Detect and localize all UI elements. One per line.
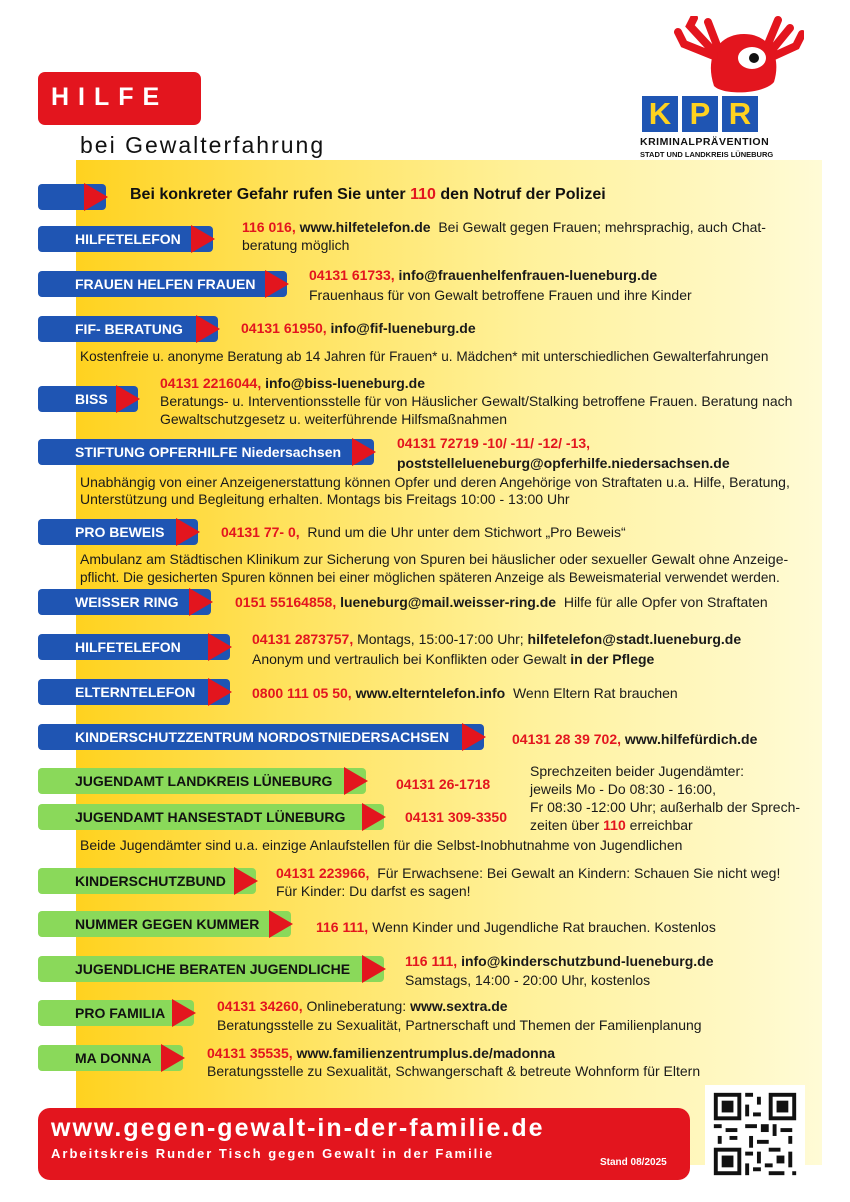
jugendamt-hours-3: Fr 08:30 -12:00 Uhr; außerhalb der Sprech- [530, 799, 801, 815]
jugendamt-both: Beide Jugendämter sind u.a. einzige Anlaufstellen für die Selbst-Inobhutnahme von Jugendlichen [80, 837, 683, 853]
btn-biss[interactable]: BISS [38, 386, 138, 412]
hilfetelefon-line2: beratung möglich [242, 237, 350, 253]
logo-line2: STADT UND LANDKREIS LÜNEBURG [640, 150, 774, 159]
probeweis-line1: 04131 77- 0, Rund um die Uhr unter dem Stichwort „Pro Beweis“ [221, 524, 626, 540]
biss-line3: Gewaltschutzgesetz u. weiterführende Hilfsmaßnahmen [160, 411, 508, 427]
kinderschutzzentrum-line1: 04131 28 39 702, www.hilfefürdich.de [512, 731, 758, 747]
btn-kinderschutzzentrum[interactable]: KINDERSCHUTZZENTRUM NORDOSTNIEDERSACHSEN [38, 724, 484, 750]
jugendamt-hours-1: Sprechzeiten beider Jugendämter: [530, 763, 745, 779]
emergency-marker [38, 184, 106, 210]
profamilia-line1: 04131 34260, Onlineberatung: www.sextra.de [217, 998, 508, 1014]
btn-fif-beratung[interactable]: FIF- BERATUNG [38, 316, 218, 342]
btn-weisser-ring[interactable]: WEISSER RING [38, 589, 211, 615]
btn-jugendliche-beraten[interactable]: JUGENDLICHE BERATEN JUGENDLICHE [38, 956, 384, 982]
probeweis-desc1: Ambulanz am Städtischen Klinikum zur Sicherung von Spuren bei häuslicher oder sexueller Gewalt ohne Anzeige- [80, 551, 789, 567]
jugendamt-hs-phone: 04131 309-3350 [405, 809, 507, 825]
hilfetelefon-line1: 116 016, www.hilfetelefon.de Bei Gewalt gegen Frauen; mehrsprachig, auch Chat- [242, 219, 766, 235]
logo-letter-p: P [682, 96, 718, 132]
probeweis-desc2: pflicht. Die gesicherten Spuren können bei einer möglichen späteren Anzeige als Beweismaterial verwendet werden. [80, 570, 780, 585]
profamilia-line2: Beratungsstelle zu Sexualität, Partnerschaft und Themen der Familienplanung [217, 1017, 702, 1033]
pflege-line2: Anonym und vertraulich bei Konflikten oder Gewalt in der Pflege [252, 651, 655, 667]
btn-jugendamt-landkreis[interactable]: JUGENDAMT LANDKREIS LÜNEBURG [38, 768, 366, 794]
madonna-line1: 04131 35535, www.familienzentrumplus.de/madonna [207, 1045, 556, 1061]
btn-stiftung-opferhilfe[interactable]: STIFTUNG OPFERHILFE Niedersachsen [38, 439, 374, 465]
kinderschutzbund-line1: 04131 223966, Für Erwachsene: Bei Gewalt an Kindern: Schauen Sie nicht weg! [276, 865, 781, 881]
hilfe-banner: HILFE [38, 72, 201, 125]
jugendamt-hours-2: jeweils Mo - Do 08:30 - 16:00, [530, 781, 716, 797]
stiftung-desc2: Unterstützung und Begleitung erhalten. Montags bis Freitags 10:00 - 13:00 Uhr [80, 491, 570, 507]
footer-stand: Stand 08/2025 [600, 1157, 667, 1168]
qr-code [705, 1085, 805, 1183]
jugendliche-line2: Samstags, 14:00 - 20:00 Uhr, kostenlos [405, 972, 651, 988]
stiftung-desc1: Unabhängig von einer Anzeigenerstattung können Opfer und deren Angehörige von Straftaten u.a. Hilfe, Beratung, [80, 474, 790, 490]
pflege-line1: 04131 2873757, Montags, 15:00-17:00 Uhr; hilfetelefon@stadt.lueneburg.de [252, 631, 742, 647]
btn-hilfetelefon-pflege[interactable]: HILFETELEFON [38, 634, 230, 660]
btn-jugendamt-hansestadt[interactable]: JUGENDAMT HANSESTADT LÜNEBURG [38, 804, 384, 830]
btn-elterntelefon[interactable]: ELTERNTELEFON [38, 679, 230, 705]
footer-url[interactable]: www.gegen-gewalt-in-der-familie.de [51, 1114, 545, 1142]
kummer-line1: 116 111, Wenn Kinder und Jugendliche Rat brauchen. Kostenlos [316, 919, 716, 935]
weisser-line1: 0151 55164858, lueneburg@mail.weisser-ring.de Hilfe für alle Opfer von Straftaten [235, 594, 768, 610]
stiftung-email: poststellelueneburg@opferhilfe.niedersachsen.de [397, 455, 730, 471]
btn-ma-donna[interactable]: MA DONNA [38, 1045, 183, 1071]
jugendliche-line1: 116 111, info@kinderschutzbund-lueneburg.de [405, 953, 714, 969]
kpr-logo [636, 16, 812, 166]
btn-nummer-gegen-kummer[interactable]: NUMMER GEGEN KUMMER [38, 911, 291, 937]
footer-banner [38, 1108, 690, 1180]
fif-line2: Kostenfreie u. anonyme Beratung ab 14 Jahren für Frauen* u. Mädchen* mit unterschiedlichen Gewalterfahrungen [80, 349, 769, 364]
biss-line2: Beratungs- u. Interventionsstelle für von Häuslicher Gewalt/Stalking betroffene Frauen. Beratung nach [160, 393, 793, 409]
logo-line1: KRIMINALPRÄVENTION [640, 136, 770, 148]
jugendamt-hours-4: zeiten über 110 erreichbar [530, 817, 693, 833]
frauen-line1: 04131 61733, info@frauenhelfenfrauen-lueneburg.de [309, 267, 658, 283]
madonna-line2: Beratungsstelle zu Sexualität, Schwangerschaft & betreute Wohnform für Eltern [207, 1063, 701, 1079]
page-subtitle: bei Gewalterfahrung [80, 132, 326, 158]
btn-pro-beweis[interactable]: PRO BEWEIS [38, 519, 198, 545]
kinderschutzbund-line2: Für Kinder: Du darfst es sagen! [276, 883, 471, 899]
qr-code-icon [705, 1085, 805, 1183]
frauen-line2: Frauenhaus für von Gewalt betroffene Frauen und ihre Kinder [309, 287, 692, 303]
btn-hilfetelefon[interactable]: HILFETELEFON [38, 226, 213, 252]
biss-line1: 04131 2216044, info@biss-lueneburg.de [160, 375, 425, 391]
logo-letter-k: K [642, 96, 678, 132]
eltern-line1: 0800 111 05 50, www.elterntelefon.info Wenn Eltern Rat brauchen [252, 685, 678, 701]
btn-pro-familia[interactable]: PRO FAMILIA [38, 1000, 194, 1026]
btn-kinderschutzbund[interactable]: KINDERSCHUTZBUND [38, 868, 256, 894]
btn-frauen-helfen-frauen[interactable]: FRAUEN HELFEN FRAUEN [38, 271, 287, 297]
logo-letter-r: R [722, 96, 758, 132]
emergency-text: Bei konkreter Gefahr rufen Sie unter 110 den Notruf der Polizei [130, 186, 606, 203]
footer-arbeitskreis: Arbeitskreis Runder Tisch gegen Gewalt in der Familie [51, 1146, 495, 1161]
mascot-icon [674, 16, 804, 94]
fif-line1: 04131 61950, info@fif-lueneburg.de [241, 320, 476, 336]
stiftung-phone: 04131 72719 -10/ -11/ -12/ -13, [397, 435, 591, 451]
jugendamt-lk-phone: 04131 26-1718 [396, 776, 491, 792]
